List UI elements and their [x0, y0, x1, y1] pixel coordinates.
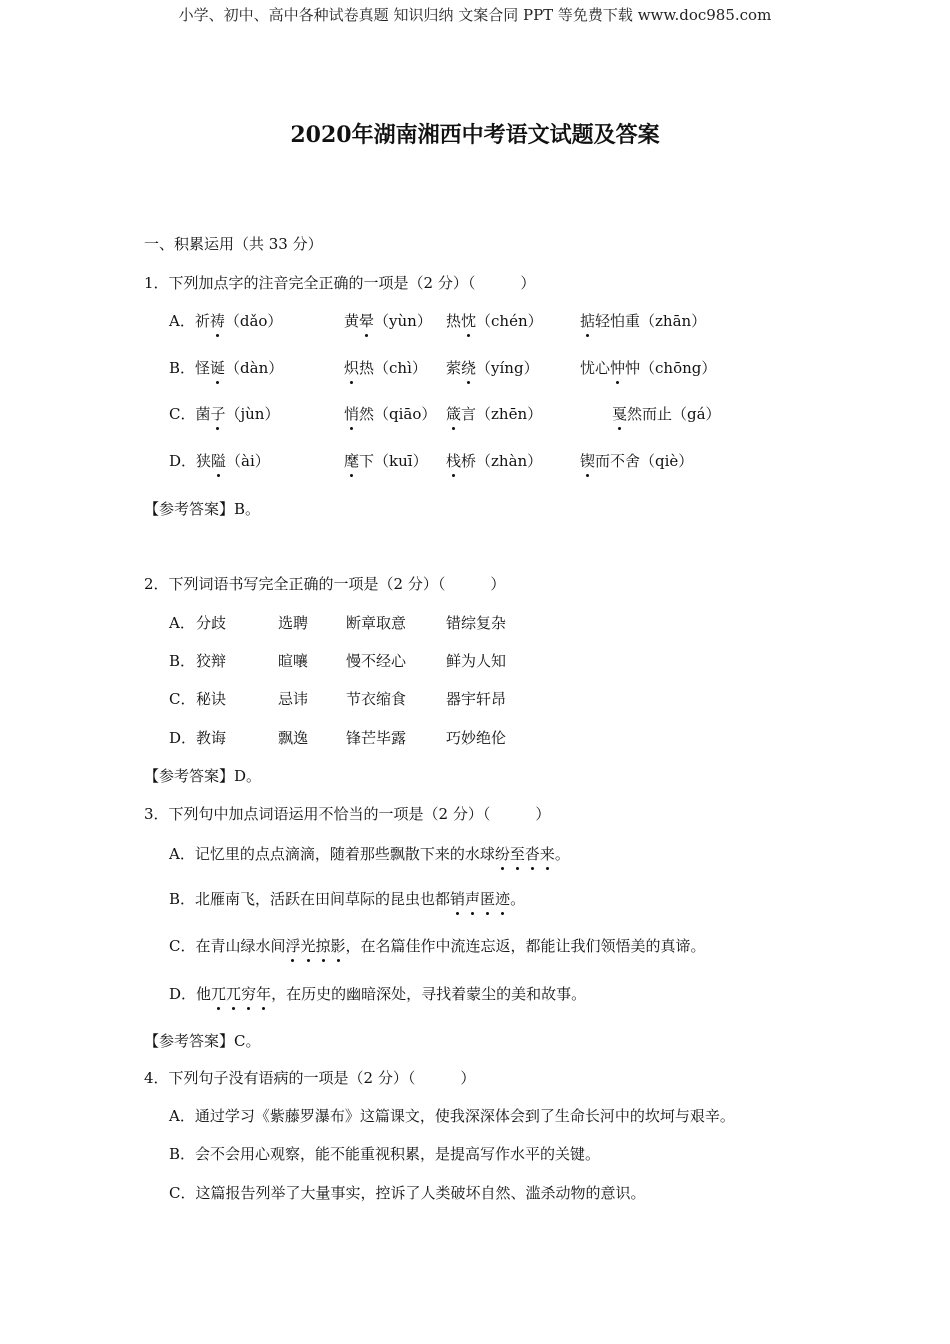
q2-option-word: 错综复杂 — [446, 614, 507, 632]
section-heading: 一、积累运用（共 33 分） — [144, 235, 323, 253]
dotted-char: 炽 — [344, 359, 360, 377]
dotted-char: 声 — [465, 890, 481, 908]
q3-c-tail: ，在名篇佳作中流连忘返，都能让我们领悟美的真谛。 — [345, 937, 706, 955]
q1-option-cell — [580, 310, 706, 331]
q3-option-a — [169, 843, 570, 864]
q2-option-word: 器宇轩昂 — [446, 690, 507, 708]
dotted-char: 迹 — [495, 890, 511, 908]
q1-cell-text: （ài） — [226, 452, 270, 470]
q3-a-text: A．记忆里的点点滴滴，随着那些飘散下来的水球 — [169, 845, 495, 863]
q2-option-word: 狡辩 — [196, 652, 227, 670]
q3-option-c — [169, 935, 706, 956]
q3-answer: 【参考答案】C。 — [144, 1032, 261, 1050]
dotted-char: 兀 — [226, 985, 242, 1003]
dotted-char: 晕 — [359, 312, 375, 330]
dotted-char: 隘 — [211, 452, 227, 470]
dotted-char: 锲 — [580, 452, 596, 470]
q1-cell-text: 下（kuī） — [359, 452, 428, 470]
q1-option-cell — [446, 450, 542, 471]
q4-option-c: C．这篇报告列举了大量事实，控诉了人类破坏自然、滥杀动物的意识。 — [169, 1184, 646, 1202]
q1-cell-text: 热 — [446, 312, 462, 330]
q1-option-cell — [169, 310, 282, 331]
q3-a-dotted-term — [495, 845, 555, 863]
dotted-char: 悄 — [344, 405, 360, 423]
q2-option-label: A． — [169, 614, 195, 632]
q1-option-cell — [580, 450, 693, 471]
site-header: 小学、初中、高中各种试卷真题 知识归纳 文案合同 PPT 等免费下载 www.doc985.com — [178, 6, 772, 24]
q1-option-cell — [446, 357, 539, 378]
q2-option-word: 暄嚷 — [278, 652, 309, 670]
dotted-char: 影 — [330, 937, 346, 955]
q1-cell-text: 然（qiāo） — [359, 405, 437, 423]
dotted-char: 光 — [300, 937, 316, 955]
q2-option-word: 分歧 — [196, 614, 227, 632]
q2-option-label: D． — [169, 729, 197, 747]
q3-d-dotted-term — [211, 985, 271, 1003]
dotted-char: 来 — [539, 845, 555, 863]
q1-cell-text: 热（chì） — [359, 359, 427, 377]
q1-cell-text: 然而止（gá） — [627, 405, 721, 423]
q1-cell-text: 轻怕重（zhān） — [595, 312, 707, 330]
q1-answer: 【参考答案】B。 — [144, 500, 261, 518]
dotted-char: 沓 — [524, 845, 540, 863]
q1-cell-text: （dǎo） — [224, 312, 283, 330]
q2-option-word: 教诲 — [196, 729, 227, 747]
dotted-char: 栈 — [446, 452, 462, 470]
dotted-char: 忱 — [461, 312, 477, 330]
dotted-char: 绕 — [461, 359, 477, 377]
dotted-char: 诞 — [210, 359, 226, 377]
q3-option-d — [169, 983, 586, 1004]
q3-b-dotted-term — [450, 890, 510, 908]
q1-cell-text: （dàn） — [225, 359, 284, 377]
q2-option-word: 巧妙绝伦 — [446, 729, 507, 747]
dotted-char: 浮 — [285, 937, 301, 955]
dotted-char: 掠 — [315, 937, 331, 955]
q4-stem: 4．下列句子没有语病的一项是（2 分）（ ） — [144, 1069, 476, 1087]
q2-option-word: 断章取意 — [346, 614, 407, 632]
dotted-char: 掂 — [580, 312, 596, 330]
q1-option-cell — [344, 403, 436, 424]
q4-option-b: B．会不会用心观察，能不能重视积累，是提高写作水平的关键。 — [169, 1145, 601, 1163]
q1-cell-text: 忡（chōng） — [625, 359, 717, 377]
q3-b-tail: 。 — [510, 890, 526, 908]
q2-answer: 【参考答案】D。 — [144, 767, 262, 785]
q1-option-cell — [612, 403, 721, 424]
q1-option-cell — [446, 310, 543, 331]
q3-b-text: B．北雁南飞，活跃在田间草际的昆虫也都 — [169, 890, 451, 908]
q1-stem: 1．下列加点字的注音完全正确的一项是（2 分）（ ） — [144, 274, 536, 292]
dotted-char: 纷 — [494, 845, 510, 863]
q1-option-cell — [344, 450, 428, 471]
q2-option-label: B． — [169, 652, 196, 670]
dotted-char: 戛 — [612, 405, 628, 423]
dotted-char: 子 — [210, 405, 226, 423]
q3-a-tail: 。 — [554, 845, 570, 863]
q2-option-word: 飘逸 — [278, 729, 309, 747]
q1-option-cell — [344, 310, 432, 331]
q1-option-cell — [580, 357, 716, 378]
q1-cell-text: 桥（zhàn） — [461, 452, 543, 470]
q3-d-tail: ，在历史的幽暗深处，寻找着蒙尘的美和故事。 — [271, 985, 587, 1003]
q1-cell-text: （chén） — [476, 312, 543, 330]
q2-option-word: 鲜为人知 — [446, 652, 507, 670]
page-title: 2020年湖南湘西中考语文试题及答案 — [290, 122, 660, 148]
q2-option-word: 节衣缩食 — [346, 690, 407, 708]
q1-cell-text: 黄 — [344, 312, 360, 330]
q1-cell-text: 萦 — [446, 359, 462, 377]
q1-cell-text: （jùn） — [225, 405, 280, 423]
q2-option-word: 选聘 — [278, 614, 309, 632]
q1-cell-text: D．狭 — [169, 452, 212, 470]
q1-cell-text: A．祈 — [169, 312, 210, 330]
q1-cell-text: （yíng） — [476, 359, 539, 377]
dotted-char: 祷 — [209, 312, 225, 330]
q3-c-text: C．在青山绿水间 — [169, 937, 286, 955]
q1-cell-text: 忧心 — [580, 359, 611, 377]
q3-c-dotted-term — [285, 937, 345, 955]
q2-option-word: 忌讳 — [278, 690, 309, 708]
q1-option-cell — [169, 450, 270, 471]
dotted-char: 忡 — [610, 359, 626, 377]
q1-cell-text: 而不舍（qiè） — [595, 452, 694, 470]
q1-option-cell — [446, 403, 542, 424]
dotted-char: 年 — [256, 985, 272, 1003]
q2-option-word: 秘诀 — [196, 690, 227, 708]
dotted-char: 箴 — [446, 405, 462, 423]
q2-stem: 2．下列词语书写完全正确的一项是（2 分）（ ） — [144, 575, 506, 593]
dotted-char: 至 — [509, 845, 525, 863]
q1-cell-text: B．怪 — [169, 359, 211, 377]
dotted-char: 兀 — [211, 985, 227, 1003]
q2-option-word: 慢不经心 — [346, 652, 407, 670]
q2-option-label: C． — [169, 690, 196, 708]
q3-option-b — [169, 888, 525, 909]
q4-option-a: A．通过学习《紫藤罗瀑布》这篇课文，使我深深体会到了生命长河中的坎坷与艰辛。 — [169, 1107, 735, 1125]
q1-option-cell — [169, 357, 283, 378]
q2-option-word: 锋芒毕露 — [346, 729, 407, 747]
q1-option-cell — [169, 403, 279, 424]
q3-stem: 3．下列句中加点词语运用不恰当的一项是（2 分）（ ） — [144, 805, 551, 823]
dotted-char: 穷 — [241, 985, 257, 1003]
q1-cell-text: 言（zhēn） — [461, 405, 543, 423]
q1-cell-text: C．菌 — [169, 405, 211, 423]
q1-option-cell — [344, 357, 427, 378]
q3-d-text: D．他 — [169, 985, 212, 1003]
dotted-char: 匿 — [480, 890, 496, 908]
dotted-char: 销 — [450, 890, 466, 908]
dotted-char: 麾 — [344, 452, 360, 470]
q1-cell-text: （yùn） — [374, 312, 432, 330]
